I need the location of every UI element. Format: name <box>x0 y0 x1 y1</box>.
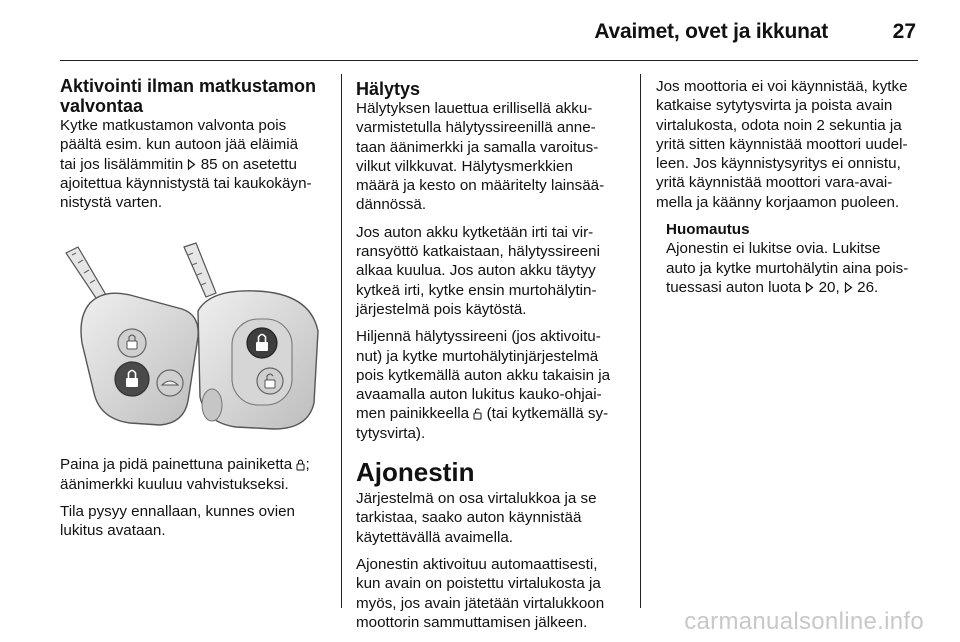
activation-paragraph: Kytke matkustamon valvonta pois päältä esim. kun autoon jää eläimiä tai jos lisälämmitin 85 on asetettu ajoitettua käynnistystä tai kaukokäyn- nistystä varten. <box>60 117 312 212</box>
note-title: Huomautus <box>666 221 750 239</box>
unlock-padlock-icon <box>473 407 482 420</box>
column-1 <box>60 74 328 549</box>
section-heading-immobiliser: Ajonestin <box>356 457 475 488</box>
note-box: Huomautus Ajonestin ei lukitse ovia. Lukitse auto ja kytke murtohälytin aina pois- tuessasi auton luota 20, 26. <box>656 220 924 297</box>
state-paragraph: Tila pysyy ennallaan, kunnes ovien lukitus avataan. <box>60 503 295 540</box>
engine-start-paragraph: Jos moottoria ei voi käynnistää, kytke katkaise sytytysvirta ja poista avain virtalukosta, odota noin 2 sekuntia ja yritä sitten käynnistää moottori uudel- leen. Jos käynnistysyritys ei onnistu, yritä käynnistää moottori vara-avai- mella ja käänny korjaamon puoleen. <box>656 78 908 211</box>
cross-reference-link[interactable]: 26. <box>857 278 879 296</box>
triangle-right-icon <box>844 281 853 294</box>
key-fob-illustration <box>60 233 328 438</box>
page-number: 27 <box>892 20 916 43</box>
alarm-paragraph-1: Hälytyksen lauettua erillisellä akku- varmistetulla hälytyssireenillä anne- taan äänimerkki ja samalla varoitus- vilkut vilkkuvat. Hälytysmerkkien määrä ja kesto on määritelty lainsää- dännössä. <box>356 100 605 214</box>
key-blade-right <box>184 243 216 297</box>
section-heading-activation: Aktivointi ilman matkustamon valvontaa <box>60 76 317 116</box>
column-2 <box>356 74 624 640</box>
page-header-title: Avaimet, ovet ja ikkunat <box>594 20 828 43</box>
triangle-right-icon <box>805 281 814 294</box>
immobiliser-paragraph-1: Järjestelmä on osa virtalukkoa ja se tarkistaa, saako auton käynnistää käytettävällä avaimella. <box>356 490 597 546</box>
key-fob-right <box>198 291 318 429</box>
column-divider-1 <box>341 74 342 608</box>
immobiliser-paragraph-2: Ajonestin aktivoituu automaattisesti, kun avain on poistettu virtalukosta ja myös, jos avain jätetään virtalukkoon moottorin sammuttamisen jälkeen. <box>356 555 605 631</box>
watermark: carmanualsonline.info <box>684 608 924 635</box>
column-3 <box>656 74 924 297</box>
alarm-paragraph-2: Jos auton akku kytketään irti tai vir- ransyöttö katkaistaan, hälytyssireeni alkaa kuulua. Jos auton akku täytyy kytkeä irti, kytke ensin murtohälytin- järjestelmä pois käytöstä. <box>356 223 600 318</box>
key-fob-left <box>81 294 198 426</box>
column-divider-2 <box>640 74 641 608</box>
alarm-paragraph-3: Hiljennä hälytyssireeni (jos aktivoitu- nut) ja kytke murtohälytinjärjestelmä pois kytkemällä auton akku takaisin ja avaamalla auton lukitus kauko-ohjai- men painikkeella (tai kytkemällä sy- tytysvirta). <box>356 328 611 442</box>
triangle-right-icon <box>187 158 196 171</box>
cross-reference-link[interactable]: 85 on asetettu <box>200 155 297 173</box>
key-blade-left <box>66 247 106 301</box>
section-heading-alarm: Hälytys <box>356 79 421 99</box>
press-button-paragraph: Paina ja pidä painettuna painiketta ; äänimerkki kuuluu vahvistukseksi. <box>60 456 310 493</box>
cross-reference-link[interactable]: 20, <box>818 278 840 296</box>
header-divider <box>60 60 918 61</box>
